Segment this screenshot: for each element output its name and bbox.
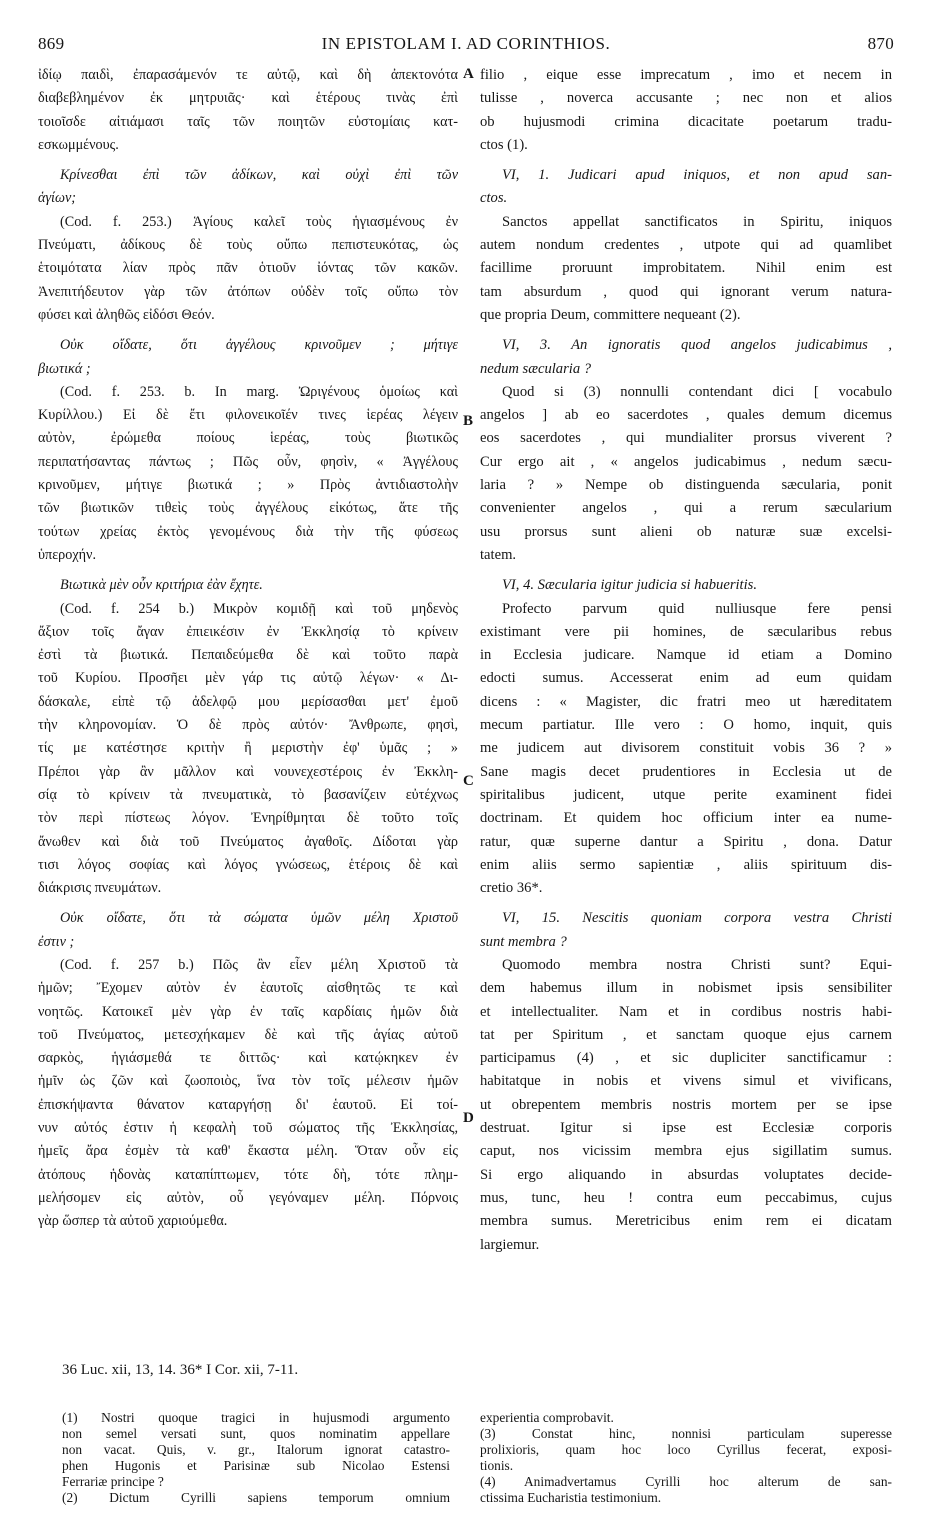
latin-text-line: VI, 3. An ignoratis quod angelos judicabimus , [502,337,892,354]
paragraph-gap [38,567,458,574]
greek-text-line: διαβεβλημένον ἐκ μητρυιᾶς· καὶ ἑτέρους τινὰς ἐπὶ [38,90,458,107]
margin-letter-c: C [463,773,474,789]
margin-letter-a: A [463,66,474,82]
scripture-references: 36 Luc. xii, 13, 14. 36* I Cor. xii, 7-11. [62,1362,299,1378]
greek-text-line: Πρέποι γὰρ ἂν μᾶλλον καὶ νουνεχεστέροις ἐν Ἐκκλη- [38,763,458,780]
footnote-line: (3) Constat hinc, nonnisi particulam superesse [480,1426,892,1441]
latin-text-line: doctrinam. Et quidem hoc officium inter ea nume- [480,810,892,827]
greek-text-line: τὸν περὶ πίστεως λόγον. Ἐνηρίθμηται δὲ τοῦτο τοῖς [38,810,458,827]
latin-text-line: Sane magis decet prudentiores in Ecclesia ut de [480,763,892,780]
latin-text-line: existimant vere pii homines, de sæcularibus rebus [480,623,892,640]
greek-text-line: τοιοῖσδε αἰτιάμασι ταῖς τῶν ποιητῶν εὐστομίαις κατ- [38,113,458,130]
latin-text-line: facillime proruunt improbitatem. Nihil enim est [480,260,892,277]
footnote-line: (2) Dictum Cyrilli sapiens temporum omnium [62,1490,450,1505]
greek-text-line: (Cod. f. 257 b.) Πῶς ἂν εἶεν μέλη Χριστοῦ τὰ [60,956,458,973]
latin-text-line: largiemur. [480,1236,540,1253]
latin-text-line: tatem. [480,546,517,563]
footnote-line: prolixioris, quam hoc loco Cyrillus fecerat, exposi- [480,1442,892,1457]
latin-text-line: tulisse , noverca accusante ; nec non et alios [480,90,892,107]
latin-text-line: ctos (1). [480,136,528,153]
paragraph-gap [480,157,892,164]
latin-text-line: Quod si (3) nonnulli contendant dici [ vocabulo [502,383,892,400]
latin-text-line: mecum partiatur. Ille vero : O homo, inquit, quis [480,717,892,734]
latin-text-line: autem nondum credentes , utpote qui ad quamlibet [480,237,892,254]
greek-text-line: τοῦ Πνεύματος, μετεσχήκαμεν δὲ καὶ τῆς ἁγίας αὐτοῦ [38,1026,458,1043]
latin-text-line: dem habemus illum in nobismet ipsis sensibiliter [480,980,892,997]
latin-text-line: ob hujusmodi crimina dicacitate poetarum tradu- [480,113,892,130]
greek-text-line: σίᾳ τὸ κρίνειν τὰ πνευματικὰ, τὸ βασανίζειν εὐτέχνως [38,786,458,803]
greek-text-line: ἡμῖν ὡς ζῶν καὶ ζωοποιὸς, ἵνα τὸν τοῖς μέλεσιν ἡμῶν [38,1073,458,1090]
greek-text-line: ἰδίῳ παιδὶ, ἐπαρασάμενόν τε αὐτῷ, καὶ δὴ ἀπεκτονότα [38,67,458,83]
greek-text-line: Ἀνεπιτήδευτον γὰρ τῶν ἀτόπων οὐδὲν τοῖς οὔπω τὸν [38,283,458,300]
latin-text-line: mus, tunc, heu ! contra eum peccabimus, cujus [480,1189,892,1206]
greek-text-line: τὴν κληρονομίαν. Ὁ δὲ πρὸς αὐτόν· Ἄνθρωπε, φησὶ, [38,717,458,734]
latin-text-line: cretio 36*. [480,880,543,897]
latin-text-line: et intellectualiter. Nam et in cordibus nostris habi- [480,1003,892,1020]
latin-text-line: VI, 1. Judicari apud iniquos, et non apud san- [502,167,892,184]
footnote-line: non vacat. Quis, v. gr., Italorum ignorat catastro- [62,1442,450,1457]
greek-text-line: ὑπεροχήν. [38,546,96,563]
greek-text-line: Βιωτικὰ μὲν οὖν κριτήρια ἐὰν ἔχητε. [60,577,263,594]
greek-text-line: (Cod. f. 253. b. In marg. Ὠριγένους ὁμοίως καὶ [60,383,458,400]
latin-text-line: habitatque in nobis et vivens simul et vivificans, [480,1073,892,1090]
latin-text-line: que propria Deum, committere nequeant (2). [480,306,741,323]
latin-text-line: Quomodo membra nostra Christi sunt? Equi- [502,956,892,973]
greek-text-line: Κυρίλλου.) Εἰ δὲ ἔτι φιλονεικοῖέν τινες ἱερέας λέγειν [38,407,458,424]
greek-text-line: (Cod. f. 253.) Ἁγίους καλεῖ τοὺς ἡγιασμένους ἐν [60,213,458,230]
greek-text-line: ἑτοιμότατα λίαν πρὸς πᾶν ὁτιοῦν ἰόντας τῶν κακῶν. [38,260,458,277]
greek-text-line: ἐστὶ τὰ βιωτικά. Πεπαιδεύμεθα δὲ καὶ τοῦτο παρὰ [38,647,458,664]
greek-text-line: τισι λόγος σοφίας καὶ λόγος γνώσεως, ἑτέροις δὲ καὶ [38,856,458,873]
greek-text-line: εσκωμμένους. [38,136,119,153]
latin-text-line: nedum sæcularia ? [480,360,592,377]
running-header [38,34,894,60]
greek-text-line: κρινοῦμεν, μήτιγε βιωτικά ; » Πρὸς ἀντιδιαστολὴν [38,477,458,494]
footnote-line: (1) Nostri quoque tragici in hujusmodi argumento [62,1410,450,1425]
greek-text-line: αὐτὸν, ἐρώμεθα ποίους ἱερέας, τοὺς βιωτικῶς [38,430,458,447]
greek-text-line: σαρκὸς, ἡγιάσμεθά τε διττῶς· καὶ κατῴκηκεν ἐν [38,1050,458,1067]
latin-text-line: tam absurdum , quod qui ignorant verum natura- [480,283,892,300]
latin-text-line: Profecto parvum quid nulliusque fere pensi [502,600,892,617]
footnote-line: ctissima Eucharistia testimonium. [480,1490,662,1505]
greek-text-line: ἡμῶν; Ἔχομεν αὐτὸν ἐν ἑαυτοῖς αἰσθητῶς τε καὶ [38,980,458,997]
footnote-line: Ferrariæ principe ? [62,1474,164,1489]
greek-text-line: (Cod. f. 254 b.) Μικρὸν κομιδῇ καὶ τοῦ μηδενὸς [60,600,458,617]
greek-text-line: νυν αὐτός ἐστιν ἡ κεφαλὴ τοῦ σώματος τῆς Ἐκκλησίας, [38,1120,458,1137]
latin-text-line: Si ergo aliquando in absurdas voluptates decide- [480,1166,892,1183]
latin-text-line: eos sacerdotes , qui mundialiter prorsus viverent ? [480,430,892,447]
footnote-line: experientia comprobavit. [480,1410,614,1425]
footnotes-left [62,1410,450,1506]
greek-text-line: Οὐκ οἴδατε, ὅτι τὰ σώματα ὑμῶν μέλη Χριστοῦ [60,910,458,927]
running-title: IN EPISTOLAM I. AD CORINTHIOS. [321,34,611,53]
greek-text-line: Πνεύματι, ἀδίκους δὲ τοὺς οὔπω πεπιστευκότας, ὡς [38,237,458,254]
footnote-line: (4) Animadvertamus Cyrilli hoc alterum de san- [480,1474,892,1489]
paragraph-gap [480,327,892,334]
latin-text-line: edocti sumus. Accesserat enim ad eum quidam [480,670,892,687]
footnote-line: non semel versati sunt, quos nominatim appellare [62,1426,450,1441]
greek-text-line: ἐστιν ; [38,933,75,950]
latin-text-line: usu prorsus sunt alieni ob naturæ suæ excelsi- [480,523,892,540]
footnote-line: tionis. [480,1458,514,1473]
greek-text-line: τῶν βιωτικῶν τιθεὶς τοὺς ἀγγέλους εἰκότως, ἅτε τῆς [38,500,458,517]
greek-text-line: περιπατήσαντας πάντως ; Πῶς οὖν, φησὶν, « Ἀγγέλους [38,453,458,470]
greek-text-line: μελήσομεν εἰς αὐτὸν, οὗ γεγόναμεν μέλη. Πόρνοις [38,1189,458,1206]
footnotes-right [480,1410,892,1506]
latin-text-line: filio , eique esse imprecatum , imo et necem in [480,67,892,83]
greek-text-line: ἀτόπους ἡδονὰς καταπίπτωμεν, τότε δὴ, τότε πλημ- [38,1166,458,1183]
footnote-line: phen Hugonis et Parisinæ sub Nicolao Estensi [62,1458,450,1473]
latin-text-line: in Ecclesia judicare. Namque id etiam a Domino [480,647,892,664]
paragraph-gap [480,567,892,574]
greek-text-line: τίς με κατέστησε κριτὴν ἢ μεριστὴν ἐφ' ὑμᾶς ; » [38,740,458,757]
greek-text-line: ἐπισκήψαντα θάνατον καταργήσῃ δι' ἑαυτοῦ. Εἰ τοί- [38,1096,458,1113]
greek-text-line: τοῦ Κυρίου. Προσῆει μὲν γάρ τις αὐτῷ λέγων· « Δι- [38,670,458,687]
latin-text-line: tat per Spiritum , et sanctam quoque ejus carnem [480,1026,892,1043]
latin-text-line: caput, nos vicissim membra ejus sigillatim sumus. [480,1143,892,1160]
latin-text-column [480,64,892,1257]
page-number-right: 870 [867,34,894,53]
margin-letter-b: B [463,413,474,429]
greek-text-line: φύσει καὶ ἀληθῶς εἰδόσι Θεόν. [38,306,215,323]
paragraph-gap [38,327,458,334]
latin-text-line: membra sumus. Meretricibus enim rem ei dicatam [480,1213,892,1230]
latin-text-line: dicens : « Magister, dic fratri meo ut hæreditatem [480,693,892,710]
greek-text-line: ἄξιον τοῖς ἄγαν ἐπιεικέσιν ἐν Ἐκκλησίᾳ τὸ κρίνειν [38,623,458,640]
greek-text-line: τούτων χρείας ἐκτὸς γενομένους διὰ τὴν τῆς φύσεως [38,523,458,540]
paragraph-gap [38,157,458,164]
latin-text-line: destruat. Igitur si ipse est Ecclesiæ corporis [480,1120,892,1137]
latin-text-line: ctos. [480,190,508,207]
paragraph-gap [480,900,892,907]
latin-text-line: ratur, quæ superne dantur a Spiritu , dona. Datur [480,833,892,850]
margin-letter-d: D [463,1110,474,1126]
page-number-left: 869 [38,34,65,53]
latin-text-line: spiritalibus judicent, utque perite examinent fidei [480,786,892,803]
paragraph-gap [38,900,458,907]
latin-text-line: convenienter angelos , qui a rerum sæcularium [480,500,892,517]
latin-text-line: VI, 15. Nescitis quoniam corpora vestra Christi [502,910,892,927]
greek-text-line: ἄνωθεν καὶ διὰ τοῦ Πνεύματος ἀγαθοῖς. Δίδοται γὰρ [38,833,458,850]
latin-text-line: angelos ] ab eo sacerdotes , quales demum dicemus [480,407,892,424]
latin-text-line: ut obrepentem membris nostris mortem per se ipse [480,1096,892,1113]
greek-text-line: νοητῶς. Κατοικεῖ μὲν γὰρ ἐν ταῖς καρδίαις ἡμῶν διὰ [38,1003,458,1020]
greek-text-line: Οὐκ οἴδατε, ὅτι ἀγγέλους κρινοῦμεν ; μήτιγε [60,337,458,354]
greek-text-line: δάσκαλε, εἰπὲ τῷ ἀδελφῷ μου μερίσασθαι μετ' ἐμοῦ [38,693,458,710]
latin-text-line: Sanctos appellat sanctificatos in Spiritu, iniquos [502,213,892,230]
latin-text-line: Cur ergo ait , « angelos judicabimus , nedum sæcu- [480,453,892,470]
greek-text-line: γὰρ ὥσπερ τὰ αὐτοῦ χαριούμεθα. [38,1213,228,1230]
latin-text-line: enim aliis sermo sapientiæ , aliis spirituum dis- [480,856,892,873]
latin-text-line: sunt membra ? [480,933,567,950]
greek-text-line: ἡμεῖς ἄρα ἐσμὲν τὰ καθ' ἕκαστα μέλη. Ὅταν οὖν εἰς [38,1143,458,1160]
latin-text-line: me judicem aut divisorem constituit vobis 36 ? » [480,740,892,757]
latin-text-line: laria ? » Nempe ob distinguenda sæcularia, ponit [480,477,892,494]
greek-text-line: βιωτικά ; [38,360,91,377]
latin-text-line: VI, 4. Sæcularia igitur judicia si habueritis. [502,577,757,594]
greek-text-line: ἁγίων; [38,190,77,207]
latin-text-line: participamus (4) , et sic dupliciter sanctificamur : [480,1050,892,1067]
greek-text-line: διάκρισις πνευμάτων. [38,880,162,897]
greek-text-column [38,64,458,1234]
greek-text-line: Κρίνεσθαι ἐπὶ τῶν ἀδίκων, καὶ οὐχὶ ἐπὶ τῶν [60,167,458,184]
